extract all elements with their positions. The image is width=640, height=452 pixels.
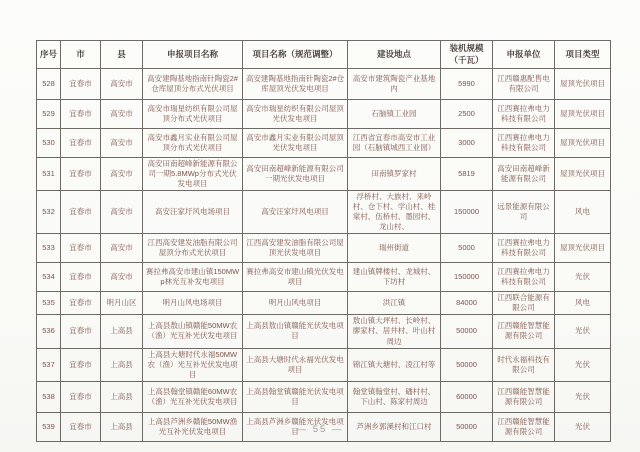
cell-adjusted-name: 江西高安建发油脂有限公司屋顶光伏发电项目 <box>243 234 348 263</box>
cell-type: 光伏 <box>555 412 611 441</box>
cell-applicant: 高安田南超峰新能源有限公司 <box>493 158 555 191</box>
cell-capacity-kw: 3000 <box>441 129 493 158</box>
cell-declared-name: 江西高安建发油脂有限公司屋顶分布式光伏项目 <box>143 234 243 263</box>
cell-city: 宜春市 <box>61 412 101 441</box>
cell-county: 上高县 <box>101 348 143 381</box>
cell-applicant: 江西赣能智慧能源有限公司 <box>493 381 555 412</box>
cell-no: 529 <box>37 100 61 129</box>
cell-type: 光伏 <box>555 315 611 348</box>
table-row <box>37 234 611 263</box>
cell-city: 宜春市 <box>61 129 101 158</box>
cell-no: 530 <box>37 129 61 158</box>
column-header-type: 项目类型 <box>555 41 611 69</box>
cell-no: 537 <box>37 348 61 381</box>
cell-declared-name: 高安汪家圩风电场项目 <box>143 191 243 234</box>
cell-type: 光伏 <box>555 348 611 381</box>
cell-no: 536 <box>37 315 61 348</box>
cell-location: 敖山镇大坪村、长岭村、廖家村、居井村、叶山村周边 <box>348 315 441 348</box>
cell-location: 田南镇罗家村 <box>348 158 441 191</box>
cell-capacity-kw: 84000 <box>441 292 493 315</box>
cell-declared-name: 高安建陶基地指南针陶瓷2#仓库屋顶分布式光伏项目 <box>143 69 243 100</box>
cell-adjusted-name: 高安田南超峰新能源有限公司一期光伏发电项目 <box>243 158 348 191</box>
column-header-county: 县 <box>101 41 143 69</box>
cell-applicant: 江西赣能智慧能源有限公司 <box>493 412 555 441</box>
cell-declared-name: 高安市瑞星纺织有限公司屋顶分布式光伏项目 <box>143 100 243 129</box>
column-header-no: 序号 <box>37 41 61 69</box>
cell-city: 宜春市 <box>61 348 101 381</box>
table-row <box>37 292 611 315</box>
cell-county: 明月山区 <box>101 292 143 315</box>
cell-capacity-kw: 60000 <box>441 381 493 412</box>
cell-adjusted-name: 高安汪家圩风电项目 <box>243 191 348 234</box>
table-body <box>37 69 611 442</box>
cell-no: 531 <box>37 158 61 191</box>
table-row <box>37 129 611 158</box>
cell-declared-name: 高安田南超峰新能源有限公司一期5.8MWp分布式光伏发电项目 <box>143 158 243 191</box>
cell-county: 上高县 <box>101 315 143 348</box>
cell-county: 上高县 <box>101 412 143 441</box>
cell-type: 风电 <box>555 292 611 315</box>
cell-city: 宜春市 <box>61 234 101 263</box>
table-row <box>37 69 611 100</box>
cell-county: 上高县 <box>101 381 143 412</box>
cell-county: 高安市 <box>101 129 143 158</box>
cell-county: 高安市 <box>101 100 143 129</box>
cell-no: 532 <box>37 191 61 234</box>
cell-type: 屋顶光伏项目 <box>555 69 611 100</box>
table-row <box>37 315 611 348</box>
table-row <box>37 158 611 191</box>
cell-no: 528 <box>37 69 61 100</box>
cell-adjusted-name: 上高县翰堂镇赣能光伏发电项目 <box>243 381 348 412</box>
cell-city: 宜春市 <box>61 381 101 412</box>
cell-adjusted-name: 赛拉弗高安市建山镇光伏发电项目 <box>243 263 348 292</box>
cell-no: 538 <box>37 381 61 412</box>
column-header-declared-name: 申报项目名称 <box>143 41 243 69</box>
cell-county: 高安市 <box>101 234 143 263</box>
cell-applicant: 时代永福科技有限公司 <box>493 348 555 381</box>
cell-location: 芦洲乡郭溪村和江口村 <box>348 412 441 441</box>
cell-type: 屋顶光伏项目 <box>555 129 611 158</box>
cell-city: 宜春市 <box>61 263 101 292</box>
column-header-capacity: 装机规模（千瓦） <box>441 41 493 69</box>
cell-county: 高安市 <box>101 263 143 292</box>
cell-capacity-kw: 2500 <box>441 100 493 129</box>
cell-declared-name: 高安市鑫月实业有限公司屋顶分布式光伏项目 <box>143 129 243 158</box>
cell-city: 宜春市 <box>61 100 101 129</box>
cell-location: 翰堂镇翰堂村、磻村村、下山村、陈家村周边 <box>348 381 441 412</box>
cell-capacity-kw: 50000 <box>441 348 493 381</box>
cell-declared-name: 赛拉弗高安市建山镇150MWp林光互补发电项目 <box>143 263 243 292</box>
table-row <box>37 191 611 234</box>
cell-declared-name: 上高县翰堂镇赣能60MW农（渔）光互补光伏发电项目 <box>143 381 243 412</box>
cell-applicant: 江西联合能源有限公司 <box>493 292 555 315</box>
cell-location: 瑞州街道 <box>348 234 441 263</box>
cell-no: 539 <box>37 412 61 441</box>
cell-applicant: 远景能源有限公司 <box>493 191 555 234</box>
cell-capacity-kw: 50000 <box>441 315 493 348</box>
cell-applicant: 江西赣惠配售电有限公司 <box>493 69 555 100</box>
cell-type: 风电 <box>555 191 611 234</box>
column-header-applicant: 申报单位 <box>493 41 555 69</box>
cell-city: 宜春市 <box>61 315 101 348</box>
table-row <box>37 348 611 381</box>
table-row <box>37 381 611 412</box>
cell-adjusted-name: 上高县芦洲乡赣能光伏发电项目 <box>243 412 348 441</box>
cell-applicant: 江西赣能智慧能源有限公司 <box>493 315 555 348</box>
column-header-city: 市 <box>61 41 101 69</box>
table-row <box>37 263 611 292</box>
cell-applicant: 江西赛拉弗电力科技有限公司 <box>493 129 555 158</box>
cell-no: 535 <box>37 292 61 315</box>
cell-declared-name: 上高县大塘时代永福50MW农（渔）光互补光伏发电项目 <box>143 348 243 381</box>
cell-type: 屋顶光伏项目 <box>555 234 611 263</box>
cell-adjusted-name: 高安市瑞星纺织有限公司屋顶光伏发电项目 <box>243 100 348 129</box>
cell-capacity-kw: 5990 <box>441 69 493 100</box>
cell-location: 洪江镇 <box>348 292 441 315</box>
cell-location: 建山镇牌楼村、龙城村、下坊村 <box>348 263 441 292</box>
cell-city: 宜春市 <box>61 158 101 191</box>
cell-adjusted-name: 明月山风电项目 <box>243 292 348 315</box>
cell-declared-name: 明月山风电场项目 <box>143 292 243 315</box>
page-number: — 55 — <box>296 424 344 435</box>
cell-applicant: 江西赛拉弗电力科技有限公司 <box>493 234 555 263</box>
cell-location: 高安市建筑陶瓷产业基地内 <box>348 69 441 100</box>
column-header-location: 建设地点 <box>348 41 441 69</box>
cell-county: 高安市 <box>101 158 143 191</box>
cell-type: 屋顶光伏项目 <box>555 158 611 191</box>
cell-location: 锦江镇大塘村、凌江村等 <box>348 348 441 381</box>
cell-capacity-kw: 150000 <box>441 191 493 234</box>
table-header-row <box>37 41 611 69</box>
cell-location: 石脑镇工业园 <box>348 100 441 129</box>
cell-city: 宜春市 <box>61 292 101 315</box>
cell-adjusted-name: 高安建陶基地指南针陶瓷2#仓库屋顶光伏发电项目 <box>243 69 348 100</box>
cell-type: 光伏 <box>555 381 611 412</box>
cell-adjusted-name: 上高县大塘时代永福光伏发电项目 <box>243 348 348 381</box>
cell-no: 534 <box>37 263 61 292</box>
cell-location: 浮桥村、大族村、来岭村、仓下村、学山村、桂棠村、伍桥村、墨园村、龙山村、 <box>348 191 441 234</box>
cell-county: 高安市 <box>101 191 143 234</box>
table-row <box>37 100 611 129</box>
cell-city: 宜春市 <box>61 69 101 100</box>
cell-location: 江西省宜春市高安市工业园（石脑镇城西工业园） <box>348 129 441 158</box>
cell-applicant: 江西赛拉弗电力科技有限公司 <box>493 263 555 292</box>
cell-capacity-kw: 5000 <box>441 234 493 263</box>
cell-adjusted-name: 高安市鑫月实业有限公司屋顶光伏发电项目 <box>243 129 348 158</box>
cell-capacity-kw: 150000 <box>441 263 493 292</box>
cell-capacity-kw: 5819 <box>441 158 493 191</box>
cell-county: 高安市 <box>101 69 143 100</box>
cell-no: 533 <box>37 234 61 263</box>
cell-type: 屋顶光伏项目 <box>555 100 611 129</box>
cell-adjusted-name: 上高县敖山镇赣能光伏发电项目 <box>243 315 348 348</box>
cell-capacity-kw: 50000 <box>441 412 493 441</box>
cell-type: 光伏 <box>555 263 611 292</box>
cell-declared-name: 上高县芦洲乡赣能50MW渔光互补光伏发电项目 <box>143 412 243 441</box>
cell-applicant: 江西赛拉弗电力科技有限公司 <box>493 100 555 129</box>
cell-declared-name: 上高县敖山镇赣能50MW农（渔）光互补光伏发电项目 <box>143 315 243 348</box>
column-header-adjusted-name: 项目名称（规范调整） <box>243 41 348 69</box>
cell-city: 宜春市 <box>61 191 101 234</box>
project-approval-table <box>36 40 611 442</box>
